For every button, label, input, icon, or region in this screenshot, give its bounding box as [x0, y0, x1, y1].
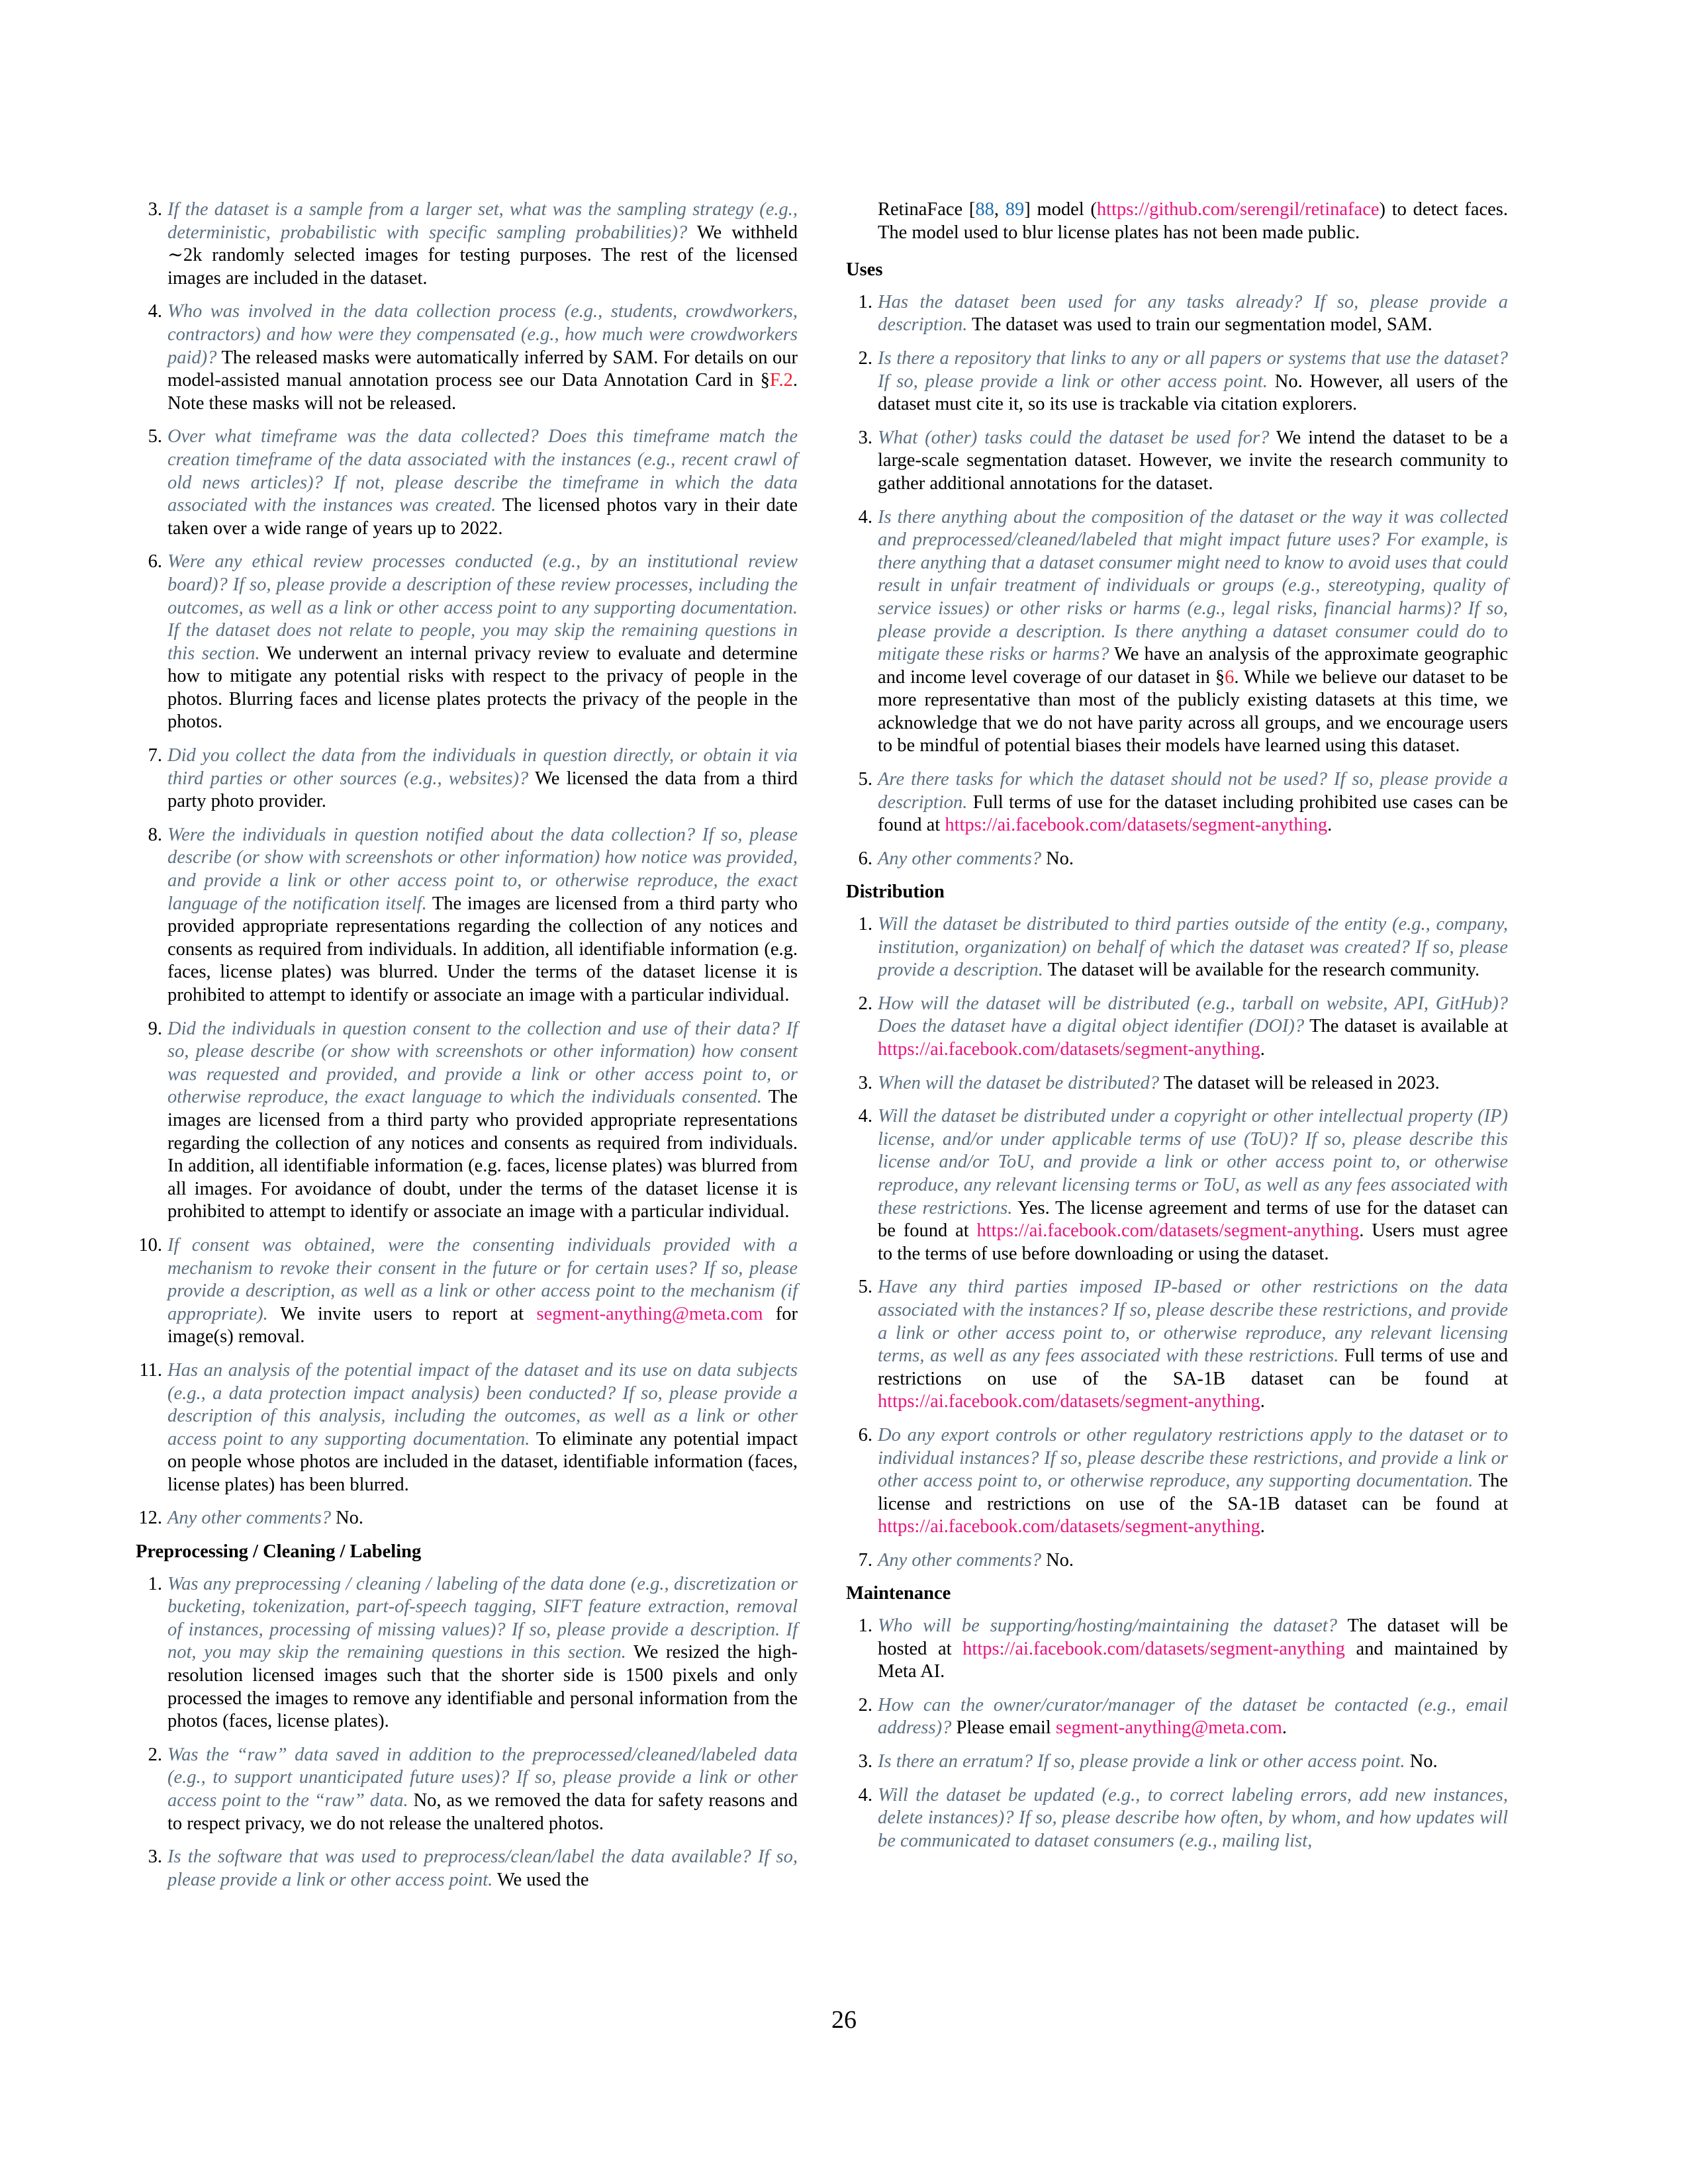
- item-number: 4.: [858, 1106, 872, 1127]
- answer-text: We resized the high-resolution licensed images such that the shorter side is 1500 pixels and only processed the images to remove any identifiable and personal information from the photos (faces, license plates).: [167, 1642, 798, 1732]
- answer-text: We have an analysis of the approximate geographic and income level coverage of our dataset in §: [878, 644, 1508, 688]
- question-text: Is there anything about the composition of the dataset or the way it was collected and preprocessed/cleaned/labeled that might impact future uses? For example, is there anything that a dataset consumer might need to know to avoid uses that could result in unfair treatment of individuals or groups (e.g., stereotyping, quality of service issues) or other risks or harms (e.g., legal risks, financial harms)? If so, please provide a description. Is there anything a dataset consumer could do to mitigate these risks or harms?: [878, 506, 1508, 665]
- list-item: [136, 1018, 798, 1224]
- list-item: [846, 848, 1508, 871]
- answer-text: .: [1260, 1391, 1265, 1412]
- answer-text: No.: [1046, 848, 1074, 869]
- url-link[interactable]: https://ai.facebook.com/datasets/segment-anything: [878, 1039, 1260, 1060]
- item-number: 2.: [858, 1694, 872, 1715]
- answer-text: We used the: [496, 1869, 589, 1890]
- answer-text: The license and restrictions on use of the SA-1B dataset can be found at: [878, 1471, 1508, 1514]
- item-number: 11.: [139, 1359, 162, 1381]
- section-ref-link[interactable]: 6: [1225, 666, 1235, 688]
- list-item: [846, 913, 1508, 982]
- right-column: [846, 199, 1508, 1863]
- list-item: [136, 1359, 798, 1497]
- item-number: 12.: [138, 1508, 162, 1529]
- answer-text: The released masks were automatically inferred by SAM. For details on our model-assisted manual annotation process see our Data Annotation Card in §: [167, 347, 798, 391]
- url-link[interactable]: segment-anything@meta.com: [536, 1303, 763, 1324]
- item-number: 6.: [858, 1424, 872, 1445]
- question-text: Have any third parties imposed IP-based or other restrictions on the data associated with the instances? If so, please describe these restrictions, and provide a link or other access point to, or otherwise reproduce, any relevant licensing terms, as well as any fees associated with these restrictions.: [878, 1277, 1508, 1367]
- question-text: Are there tasks for which the dataset should not be used? If so, please provide a description.: [878, 769, 1508, 813]
- question-text: Has an analysis of the potential impact of the dataset and its use on data subjects (e.g., a data protection impact analysis) been conducted? If so, please provide a description of this analysis, including the outcomes, as well as a link or other access point to any supporting documentation.: [167, 1359, 798, 1449]
- item-number: 8.: [148, 824, 162, 845]
- list-item: [136, 745, 798, 813]
- item-number: 2.: [858, 347, 872, 369]
- distribution-question-list: [846, 913, 1508, 1572]
- answer-text: No.: [1409, 1751, 1438, 1772]
- answer-text: .: [1327, 815, 1333, 836]
- url-link[interactable]: https://ai.facebook.com/datasets/segment-anything: [976, 1220, 1360, 1242]
- list-item: [136, 199, 798, 290]
- answer-text: Full terms of use and restrictions on use of the SA-1B dataset can be found at: [878, 1345, 1509, 1389]
- list-item: [136, 824, 798, 1007]
- item-number: 2.: [148, 1744, 162, 1765]
- question-text: Will the dataset be distributed under a copyright or other intellectual property (IP) license, and/or under applicable terms of use (ToU)? If so, please describe this license and/or ToU, and provide a link or other access point to, or otherwise reproduce, any relevant licensing terms or ToU, as well as any fees associated with these restrictions.: [878, 1106, 1508, 1218]
- answer-text: The dataset will be hosted at: [878, 1615, 1508, 1659]
- url-link[interactable]: https://ai.facebook.com/datasets/segment-anything: [878, 1391, 1260, 1412]
- question-text: Were the individuals in question notified about the data collection? If so, please describe (or show with screenshots or other information) how notice was provided, and provide a link or other access point to, or otherwise reproduce, the exact language of the notification itself.: [167, 824, 798, 914]
- item-number: 4.: [148, 301, 162, 322]
- item-number: 6.: [148, 551, 162, 572]
- maintenance-question-list: [846, 1615, 1508, 1852]
- citation-link[interactable]: 89: [1005, 199, 1025, 220]
- list-item: [846, 1751, 1508, 1774]
- list-item: [846, 347, 1508, 416]
- list-item: [846, 1615, 1508, 1684]
- item-number: 5.: [858, 1277, 872, 1298]
- item-number: 5.: [148, 426, 162, 447]
- question-text: Over what timeframe was the data collected? Does this timeframe match the creation timeframe of the data associated with the instances (e.g., recent crawl of old news articles)? If not, please describe the timeframe in which the data associated with the instances was created.: [167, 426, 798, 516]
- answer-text: Yes. The license agreement and terms of use for the dataset can be found at: [878, 1197, 1508, 1242]
- list-item: [846, 506, 1508, 758]
- section-ref-link[interactable]: F.2: [769, 370, 793, 391]
- answer-text: The dataset will be released in 2023.: [1163, 1072, 1440, 1093]
- section-title-preprocessing: Preprocessing / Cleaning / Labeling: [136, 1541, 422, 1563]
- answer-text: .: [1260, 1516, 1265, 1537]
- item-number: 5.: [858, 769, 872, 790]
- question-text: Any other comments?: [878, 1549, 1041, 1570]
- item-number: 7.: [858, 1549, 872, 1570]
- question-text: Is there an erratum? If so, please provide a link or other access point.: [878, 1751, 1405, 1772]
- item-number: 1.: [858, 914, 872, 935]
- answer-text: The dataset was used to train our segmentation model, SAM.: [972, 314, 1432, 336]
- list-item: [846, 1424, 1508, 1539]
- answer-text: To eliminate any potential impact on people whose photos are included in the dataset, identifiable information (faces, license plates) has been blurred.: [167, 1428, 798, 1495]
- question-text: Did the individuals in question consent to the collection and use of their data? If so, please describe (or show with screenshots or other information) how consent was requested and provided, and provide a link or other access point to, or otherwise reproduce, the exact language to which the individuals consented.: [167, 1018, 798, 1108]
- item-number: 6.: [858, 848, 872, 869]
- question-text: Will the dataset be updated (e.g., to correct labeling errors, add new instances, delete instances)? If so, please describe how often, by whom, and how updates will be communicated to dataset consumers (e.g., mailing list,: [878, 1784, 1508, 1851]
- question-text: Were any ethical review processes conducted (e.g., by an institutional review board)? If so, please provide a description of these review processes, including the outcomes, as well as a link or other access point to any supporting documentation. If the dataset does not relate to people, you may skip the remaining questions in this section.: [167, 551, 798, 664]
- question-text: Was the “raw” data saved in addition to the preprocessed/cleaned/labeled data (e.g., to support unanticipated future uses)? If so, please provide a link or other access point to the “raw” data.: [167, 1744, 798, 1811]
- list-item: [846, 1276, 1508, 1414]
- url-link[interactable]: https://ai.facebook.com/datasets/segment-anything: [878, 1516, 1260, 1537]
- list-item: [846, 1549, 1508, 1572]
- question-text: Did you collect the data from the individuals in question directly, or obtain it via third parties or other sources (e.g., websites)?: [167, 745, 798, 789]
- section-title-uses: Uses: [846, 259, 883, 281]
- left-column: [136, 199, 798, 1902]
- list-item: [136, 1507, 798, 1530]
- answer-text: We licensed the data from a third party photo provider.: [167, 768, 798, 812]
- question-text: If consent was obtained, were the consenting individuals provided with a mechanism to revoke their consent in the future or for certain uses? If so, please provide a description, as well as a link or other access point to the mechanism (if appropriate).: [167, 1234, 798, 1324]
- item-number: 7.: [148, 745, 162, 766]
- uses-question-list: [846, 291, 1508, 871]
- answer-text: and maintained by Meta AI.: [878, 1638, 1508, 1682]
- list-item: [846, 993, 1508, 1062]
- left-question-list: [136, 199, 798, 1530]
- continued-answer: [846, 199, 1508, 244]
- question-text: When will the dataset be distributed?: [878, 1072, 1160, 1093]
- item-number: 3.: [148, 199, 162, 220]
- answer-text: The licensed photos vary in their date taken over a wide range of years up to 2022.: [167, 495, 798, 539]
- list-item: [846, 427, 1508, 496]
- answer-text: No, as we removed the data for safety reasons and to respect privacy, we do not release the unaltered photos.: [167, 1790, 798, 1834]
- list-item: [846, 1105, 1508, 1265]
- item-number: 3.: [858, 1072, 872, 1093]
- item-number: 2.: [858, 993, 872, 1014]
- item-number: 4.: [858, 506, 872, 527]
- list-item: [136, 1846, 798, 1891]
- list-item: [846, 1784, 1508, 1853]
- answer-text: We underwent an internal privacy review to evaluate and determine how to mitigate any potential risks with respect to the privacy of people in the photos. Blurring faces and license plates protects the privacy of the people in the photos.: [167, 643, 798, 733]
- list-item: [136, 300, 798, 415]
- preprocessing-question-list: [136, 1573, 798, 1892]
- list-item: [846, 1072, 1508, 1095]
- item-number: 1.: [148, 1573, 162, 1594]
- question-text: How will the dataset will be distributed (e.g., tarball on website, API, GitHub)? Does the dataset have a digital object identifier (DOI)?: [878, 993, 1508, 1037]
- question-text: Will the dataset be distributed to third parties outside of the entity (e.g., company, institution, organization) on behalf of which the dataset was created? If so, please provide a description.: [878, 914, 1508, 981]
- page-number: 26: [831, 2006, 857, 2034]
- item-number: 1.: [858, 1615, 872, 1637]
- list-item: [846, 768, 1508, 837]
- item-number: 9.: [148, 1018, 162, 1039]
- section-title-distribution: Distribution: [846, 882, 945, 903]
- url-link[interactable]: segment-anything@meta.com: [1055, 1717, 1282, 1739]
- question-text: How can the owner/curator/manager of the dataset be contacted (e.g., email address)?: [878, 1694, 1508, 1739]
- answer-text: . While we believe our dataset to be more representative than most of the publicly existing datasets at this time, we acknowledge that we do not have parity across all groups, and we encourage users to be mindful of potential biases their models have learned using this dataset.: [878, 666, 1508, 756]
- answer-text: No. However, all users of the dataset must cite it, so its use is trackable via citation explorers.: [878, 371, 1509, 415]
- list-item: [136, 1234, 798, 1349]
- question-text: Do any export controls or other regulatory restrictions apply to the dataset or to individual instances? If so, please describe these restrictions, and provide a link or other access point to, or otherwise reproduce, any supporting documentation.: [878, 1424, 1508, 1492]
- answer-text: . Note these masks will not be released.: [167, 370, 798, 414]
- list-item: [136, 1744, 798, 1835]
- answer-text: .: [1282, 1717, 1288, 1739]
- answer-text: ) to detect faces. The model used to blur license plates has not been made public.: [878, 199, 1508, 243]
- item-number: 3.: [858, 427, 872, 448]
- list-item: [846, 291, 1508, 337]
- answer-text: The images are licensed from a third party who provided appropriate representations regarding the collection of any notices and consents as required from individuals. In addition, all identifiable information (e.g. faces, license plates) was blurred from all images. For avoidance of doubt, under the terms of the dataset license it is prohibited to attempt to identify or associate an image with a particular individual.: [167, 1087, 798, 1222]
- item-number: 3.: [148, 1846, 162, 1868]
- item-number: 4.: [858, 1784, 872, 1805]
- answer-text: Full terms of use for the dataset including prohibited use cases can be found at: [878, 792, 1508, 836]
- url-link[interactable]: https://ai.facebook.com/datasets/segment-anything: [945, 815, 1328, 836]
- list-item: [846, 1694, 1508, 1740]
- answer-text: No.: [1046, 1549, 1074, 1570]
- answer-text: We withheld ∼2k randomly selected images for testing purposes. The rest of the licensed images are included in the dataset.: [167, 222, 798, 289]
- answer-text: Please email: [956, 1717, 1056, 1739]
- section-title-maintenance: Maintenance: [846, 1583, 951, 1604]
- list-item: [136, 1573, 798, 1733]
- question-text: Has the dataset been used for any tasks already? If so, please provide a description.: [878, 291, 1508, 336]
- answer-text: . Users must agree to the terms of use before downloading or using the dataset.: [878, 1220, 1508, 1264]
- item-number: 1.: [858, 291, 872, 312]
- list-item: [136, 426, 798, 540]
- url-link[interactable]: https://ai.facebook.com/datasets/segment-anything: [962, 1638, 1345, 1659]
- answer-text: We intend the dataset to be a large-scale segmentation dataset. However, we invite the research community to gather additional annotations for the dataset.: [878, 427, 1508, 494]
- question-text: What (other) tasks could the dataset be used for?: [878, 427, 1270, 448]
- list-item: [136, 551, 798, 734]
- answer-text: .: [1260, 1039, 1265, 1060]
- answer-text: The images are licensed from a third party who provided appropriate representations regarding the collection of any notices and consents as required from individuals. In addition, all identifiable information (e.g. faces, license plates) was blurred. Under the terms of the dataset license it is prohibited to attempt to identify or associate an image with a particular individual.: [167, 893, 798, 1005]
- question-text: If the dataset is a sample from a larger set, what was the sampling strategy (e.g., deterministic, probabilistic with specific sampling probabilities)?: [167, 199, 798, 243]
- question-text: Is the software that was used to preprocess/clean/label the data available? If so, please provide a link or other access point.: [167, 1846, 798, 1890]
- question-text: Any other comments?: [167, 1508, 331, 1529]
- answer-text: RetinaFace [: [878, 199, 976, 220]
- answer-text: No.: [336, 1508, 364, 1529]
- question-text: Is there a repository that links to any or all papers or systems that use the dataset? If so, please provide a link or other access point.: [878, 347, 1508, 392]
- question-text: Was any preprocessing / cleaning / labeling of the data done (e.g., discretization or bucketing, tokenization, part-of-speech tagging, SIFT feature extraction, removal of instances, processing of missing values)? If so, please provide a description. If not, you may skip the remaining questions in this section.: [167, 1573, 798, 1663]
- question-text: Who will be supporting/hosting/maintaining the dataset?: [878, 1615, 1338, 1637]
- url-link[interactable]: https://github.com/serengil/retinaface: [1096, 199, 1380, 220]
- citation-link[interactable]: 88: [975, 199, 994, 220]
- answer-text: The dataset is available at: [1309, 1016, 1508, 1037]
- item-number: 10.: [138, 1234, 162, 1255]
- answer-text: We invite users to report at: [280, 1303, 537, 1324]
- question-text: Any other comments?: [878, 848, 1041, 869]
- answer-text: ,: [994, 199, 1006, 220]
- answer-text: for image(s) removal.: [167, 1303, 798, 1347]
- item-number: 3.: [858, 1751, 872, 1772]
- answer-text: The dataset will be available for the research community.: [1047, 960, 1480, 981]
- question-text: Who was involved in the data collection process (e.g., students, crowdworkers, contractors) and how were they compensated (e.g., how much were crowdworkers paid)?: [167, 301, 798, 368]
- answer-text: ] model (: [1024, 199, 1097, 220]
